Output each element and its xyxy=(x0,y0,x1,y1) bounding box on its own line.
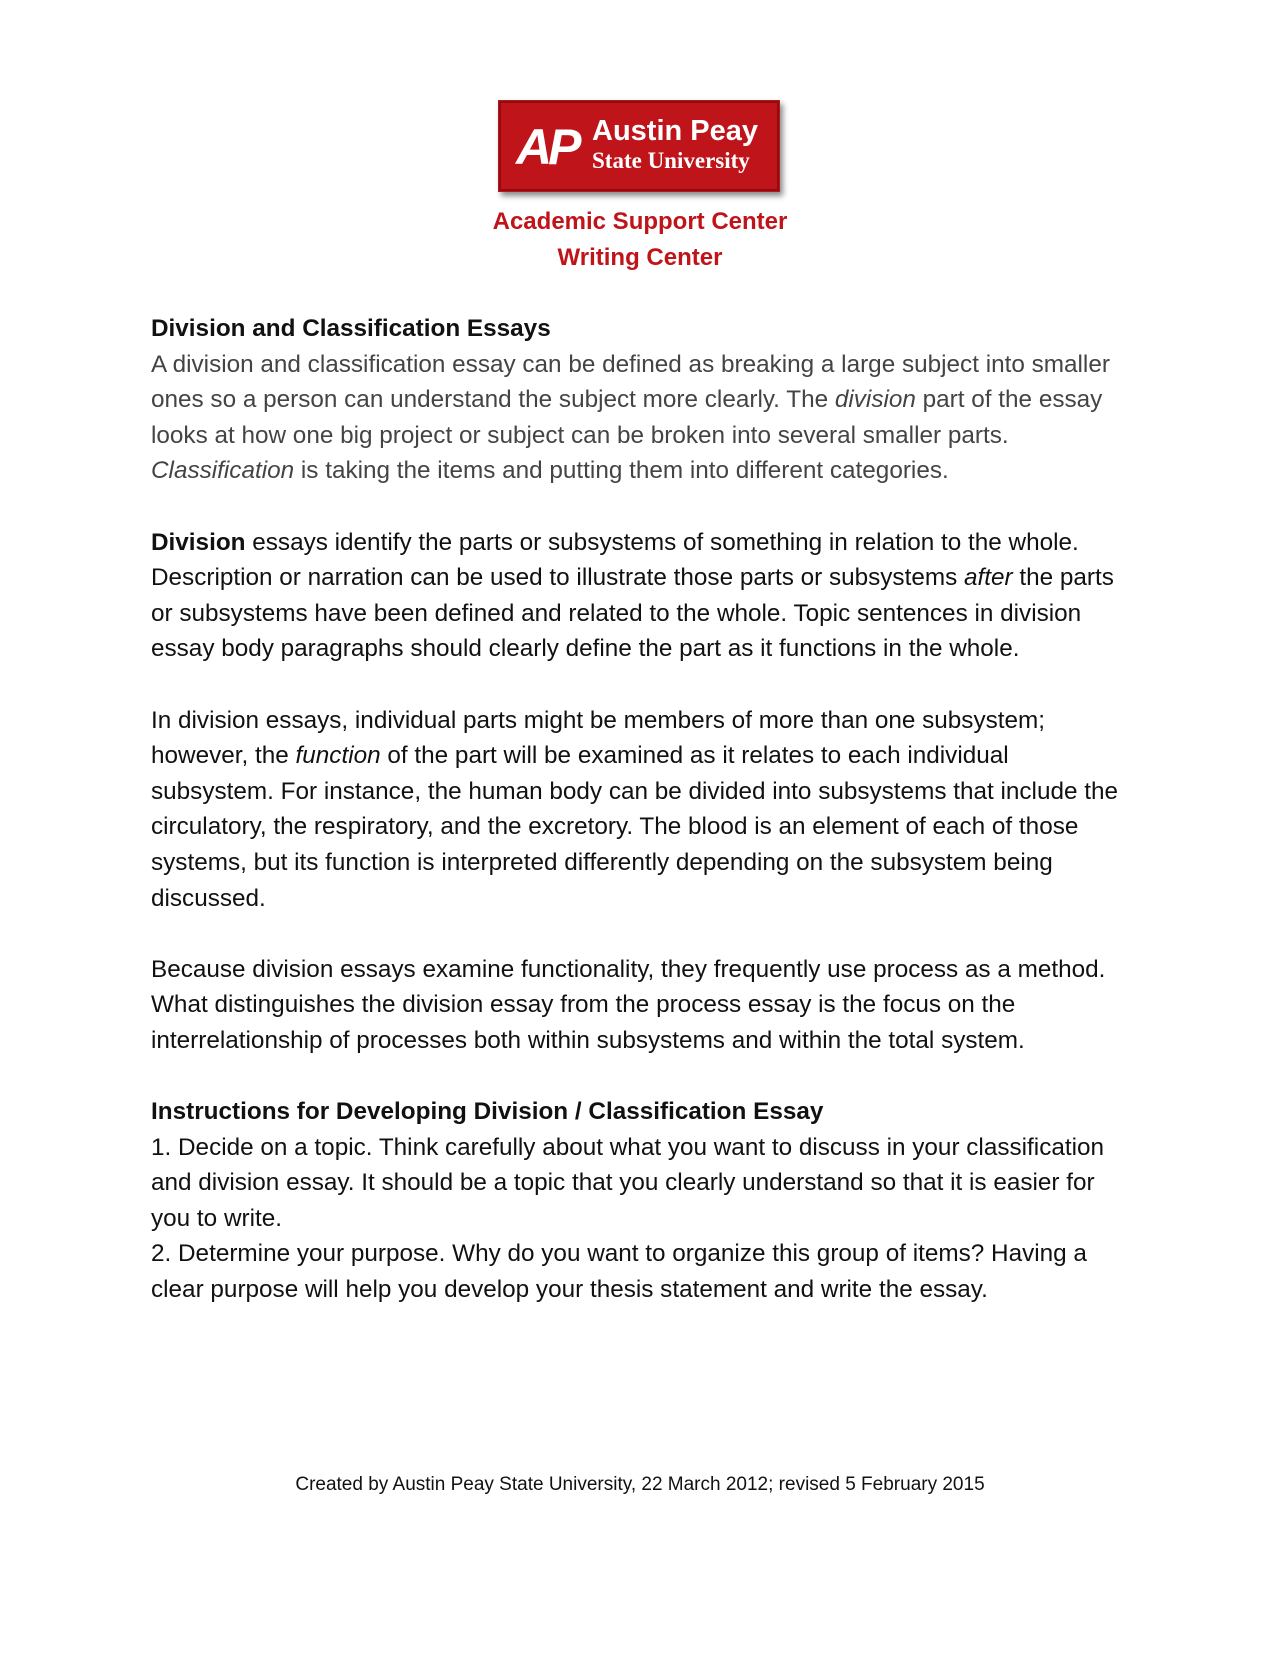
section-heading-division-classification: Division and Classification Essays xyxy=(151,315,551,342)
instruction-step-1: 1. Decide on a topic. Think carefully about what you want to discuss in your classification and division essay. It should be a topic that you clearly understand so that it is easier for you to write. xyxy=(151,1133,1105,1232)
writing-center-title: Writing Center xyxy=(557,244,723,271)
university-logo-image xyxy=(498,100,780,192)
academic-support-center-title: Academic Support Center xyxy=(492,208,788,235)
functionality-paragraph: Because division essays examine functionality, they frequently use process as a method. What distinguishes the division essay from the process essay is the focus on the interrelationship of processes both within subsystems and within the total system. xyxy=(151,955,1106,1054)
instruction-step-2: 2. Determine your purpose. Why do you want to organize this group of items? Having a clear purpose will help you develop your thesis statement and write the essay. xyxy=(151,1240,1087,1304)
intro-paragraph: A division and classification essay can be defined as breaking a large subject into smaller ones so a person can understand the subject more clearly. The division part of the essay looks at how one big project or subject can be broken into several smaller parts. Classification is taking the items and putting them into different categories. xyxy=(151,350,1110,485)
subsystems-paragraph: In division essays, individual parts might be members of more than one subsystem; however, the function of the part will be examined as it relates to each individual subsystem. For instance, the human body can be divided into subsystems that include the circulatory, the respiratory, and the excretory. The blood is an element of each of those systems, but its function is interpreted differently depending on the subsystem being discussed. xyxy=(151,706,1119,912)
section-heading-instructions: Instructions for Developing Division / Classification Essay xyxy=(151,1098,824,1126)
document-body xyxy=(151,311,1131,1308)
logo-name-line1: Austin Peay xyxy=(592,115,758,147)
logo-monogram: AP xyxy=(516,119,578,175)
division-paragraph: Division essays identify the parts or subsystems of something in relation to the whole. Description or narration can be used to illustrate those parts or subsystems after the parts or subsystems have been defined and related to the whole. Topic sentences in division essay body paragraphs should clearly define the part as it functions in the whole. xyxy=(151,528,1114,663)
university-logo xyxy=(498,100,780,192)
page-footer: Created by Austin Peay State University, 22 March 2012; revised 5 February 2015 xyxy=(295,1474,985,1495)
logo-name-line2: State University xyxy=(592,148,750,173)
